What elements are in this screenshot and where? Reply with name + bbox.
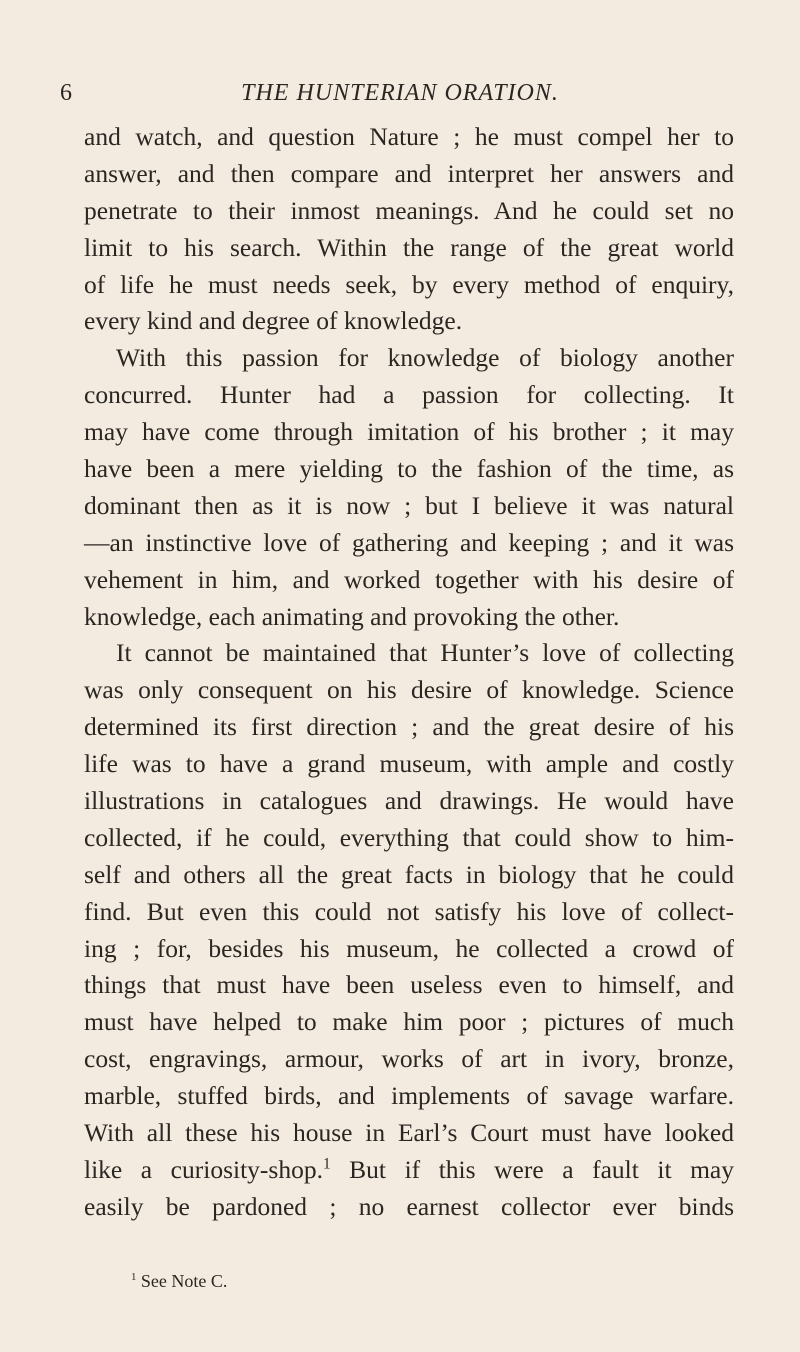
text-line: every kind and degree of knowledge.	[84, 306, 463, 336]
text-line: knowledge, each animating and provoking the other.	[84, 601, 620, 631]
text-segment: But if this were a fault it may	[349, 1154, 734, 1184]
text-line: vehement in him, and worked together with his desire of	[84, 564, 734, 594]
footnote	[131, 1269, 227, 1293]
footnote-text: See Note C.	[140, 1271, 228, 1291]
text-line: dominant then as it is now ; but I believe it was natural	[84, 490, 734, 520]
text-segment: like a curiosity-shop.	[84, 1154, 323, 1184]
text-line: —an instinctive love of gathering and keeping ; and it was	[84, 527, 734, 557]
text-line: It cannot be maintained that Hunter’s love of collecting	[116, 638, 734, 668]
text-line: ing ; for, besides his museum, he collected a crowd of	[84, 933, 734, 963]
text-line: determined its first direction ; and the great desire of his	[84, 712, 734, 742]
text-line: marble, stuffed birds, and implements of savage warfare.	[84, 1081, 734, 1111]
text-line: penetrate to their inmost meanings. And he could set no	[84, 195, 734, 225]
text-line: may have come through imitation of his brother ; it may	[84, 417, 734, 447]
text-line: life was to have a grand museum, with ample and costly	[84, 749, 734, 779]
text-line: things that must have been useless even to himself, and	[84, 970, 734, 1000]
text-line: limit to his search. Within the range of the great world	[84, 232, 734, 262]
text-line: was only consequent on his desire of knowledge. Science	[84, 675, 734, 705]
running-head	[60, 78, 740, 108]
text-line: easily be pardoned ; no earnest collector ever binds	[84, 1191, 734, 1221]
page-number: 6	[60, 80, 72, 106]
text-line: have been a mere yielding to the fashion of the time, as	[84, 454, 734, 484]
footnote-reference: 1	[322, 1155, 331, 1173]
text-line: With this passion for knowledge of biology another	[116, 343, 734, 373]
body-text	[84, 119, 734, 1226]
text-line: concurred. Hunter had a passion for collecting. It	[84, 380, 734, 410]
text-line: With all these his house in Earl’s Court must have looked	[84, 1118, 734, 1148]
text-line: and watch, and question Nature ; he must compel her to	[84, 122, 734, 151]
text-line: find. But even this could not satisfy his love of collect-	[84, 896, 734, 926]
footnote-marker: 1	[131, 1271, 137, 1283]
text-line: answer, and then compare and interpret her answers and	[84, 158, 734, 188]
text-line: illustrations in catalogues and drawings. He would have	[84, 786, 734, 816]
running-title: THE HUNTERIAN ORATION.	[241, 80, 559, 106]
text-line: of life he must needs seek, by every method of enquiry,	[84, 269, 734, 299]
text-line: collected, if he could, everything that could show to him-	[84, 822, 734, 852]
text-line	[84, 1152, 734, 1189]
text-line: self and others all the great facts in biology that he could	[84, 859, 734, 889]
text-line: cost, engravings, armour, works of art in ivory, bronze,	[84, 1044, 734, 1074]
text-line: must have helped to make him poor ; pictures of much	[84, 1007, 734, 1037]
